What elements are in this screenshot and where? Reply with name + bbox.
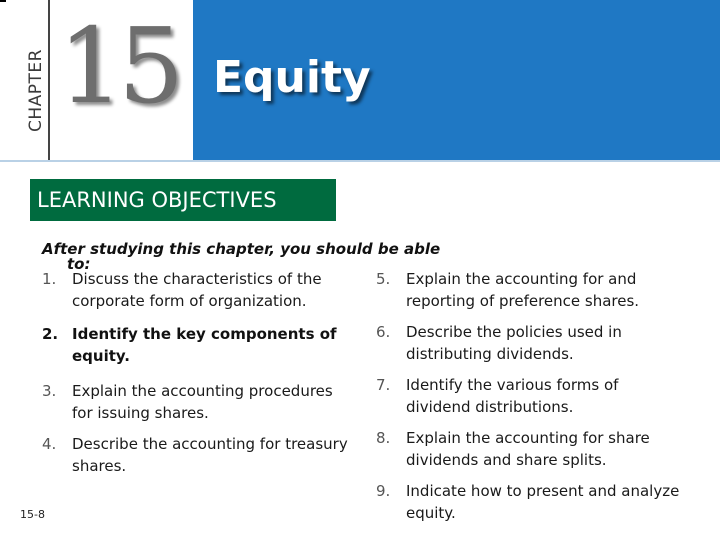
objective-5: [376, 268, 686, 312]
objective-number: 9.: [376, 482, 391, 500]
objective-6: [376, 321, 686, 365]
objective-8: [376, 427, 686, 471]
objective-number: 3.: [42, 382, 57, 400]
objective-3: [42, 380, 342, 424]
objective-number: 1.: [42, 270, 57, 288]
title-panel: [193, 0, 720, 160]
objective-text: Identify the key components of equity.: [72, 325, 337, 365]
objective-4: [42, 433, 354, 477]
intro-text-tail: to:: [67, 255, 91, 273]
objective-text: Explain the accounting procedures for issuing shares.: [72, 382, 333, 422]
objective-number: 2.: [42, 325, 59, 343]
objective-text: Explain the accounting for share dividends and share splits.: [406, 429, 650, 469]
chapter-number: 15: [58, 5, 179, 127]
objective-text: Describe the policies used in distributing dividends.: [406, 323, 622, 363]
objective-2: [42, 323, 342, 367]
objective-text: Discuss the characteristics of the corporate form of organization.: [72, 270, 322, 310]
chapter-label: CHAPTER: [26, 49, 46, 132]
learning-objectives-banner: LEARNING OBJECTIVES: [30, 179, 336, 221]
objective-1: [42, 268, 342, 312]
objective-text: Explain the accounting for and reporting of preference shares.: [406, 270, 640, 310]
chapter-title: Equity: [213, 52, 371, 103]
corner-mark: [0, 0, 6, 2]
objective-number: 5.: [376, 270, 391, 288]
chapter-divider: [48, 0, 50, 160]
objective-7: [376, 374, 686, 418]
objective-number: 8.: [376, 429, 391, 447]
objective-text: Indicate how to present and analyze equity.: [406, 482, 680, 522]
objective-number: 4.: [42, 435, 57, 453]
intro-text: After studying this chapter, you should be able: [42, 240, 441, 258]
objective-text: Describe the accounting for treasury shares.: [72, 435, 348, 475]
objective-9: [376, 480, 686, 524]
objective-text: Identify the various forms of dividend distributions.: [406, 376, 619, 416]
header-divider: [0, 160, 720, 162]
page-number: 15-8: [20, 508, 45, 521]
objective-number: 7.: [376, 376, 391, 394]
objective-number: 6.: [376, 323, 391, 341]
